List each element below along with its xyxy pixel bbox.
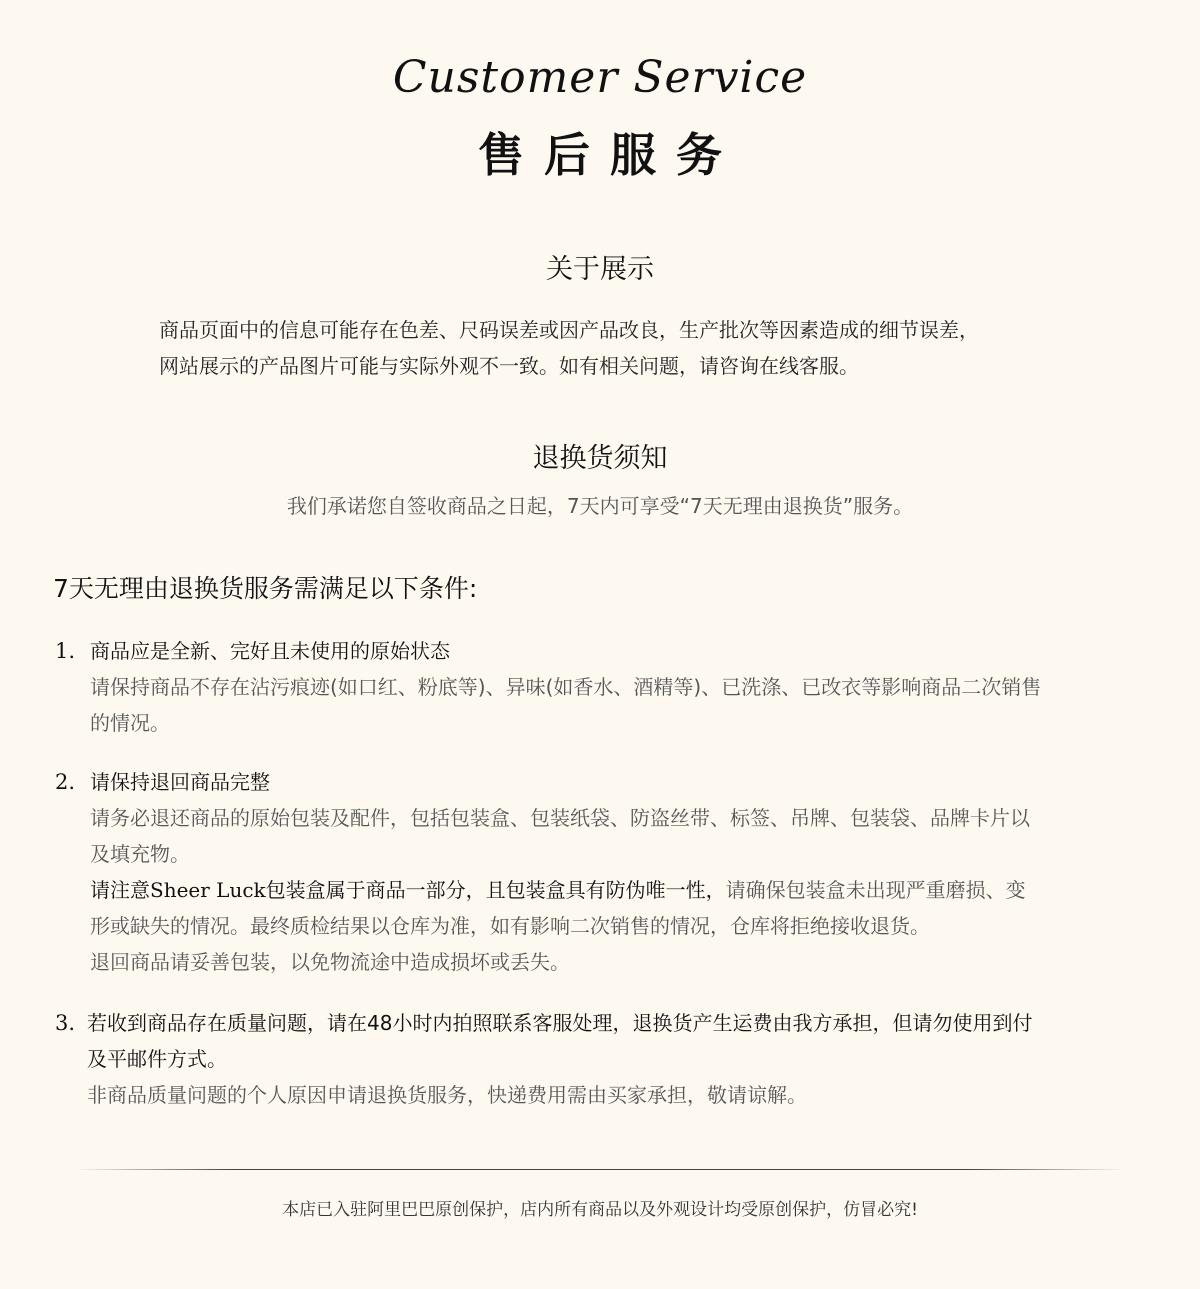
item-title-line: 若收到商品存在质量问题，请在48小时内拍照联系客服处理，退换货产生运费由我方承担，但请勿使用到付 <box>87 1011 1033 1035</box>
packaging-notice-rest: 请确保包装盒未出现严重磨损、变 <box>725 878 1026 902</box>
footer-note: 本店已入驻阿里巴巴原创保护，店内所有商品以及外观设计均受原创保护，仿冒必究! <box>282 1200 918 1220</box>
script-title: Customer Service <box>392 52 808 103</box>
conditions-heading: 7天无理由退换货服务需满足以下条件: <box>53 574 478 603</box>
item-body-line: 请保持商品不存在沾污痕迹(如口红、粉底等)、异味(如香水、酒精等)、已洗涤、已改衣等影响商品二次销售 <box>90 675 1042 699</box>
item-title: 请保持退回商品完整 <box>90 770 270 794</box>
condition-item-3 <box>55 1005 1135 1115</box>
item-title <box>87 1005 1132 1077</box>
item-body-line: 及填充物。 <box>90 842 190 866</box>
page-title: 售后服务 <box>478 128 742 182</box>
returns-section-title: 退换货须知 <box>532 443 668 474</box>
condition-item-1 <box>55 633 1135 743</box>
display-paragraph <box>159 312 979 384</box>
display-line: 网站展示的产品图片可能与实际外观不一致。如有相关问题，请咨询在线客服。 <box>159 354 859 378</box>
item-body-line: 请务必退还商品的原始包装及配件，包括包装盒、包装纸袋、防盗丝带、标签、吊牌、包装袋、品牌卡片以 <box>90 806 1030 830</box>
packaging-notice-emphasis: 请注意Sheer Luck包装盒属于商品一部分，且包装盒具有防伪唯一性， <box>90 878 726 902</box>
item-body <box>87 1077 1132 1113</box>
item-number: 3. <box>55 1011 76 1035</box>
item-number: 1. <box>55 639 76 663</box>
item-number: 2. <box>55 770 76 794</box>
item-body-line: 的情况。 <box>90 711 170 735</box>
condition-item-2 <box>55 764 1135 984</box>
item-title-line: 及平邮件方式。 <box>87 1047 227 1071</box>
display-section-title: 关于展示 <box>546 254 654 285</box>
item-body-line: 退回商品请妥善包装，以免物流途中造成损坏或丢失。 <box>90 950 570 974</box>
item-body <box>90 669 1135 741</box>
item-title: 商品应是全新、完好且未使用的原始状态 <box>90 639 450 663</box>
packaging-notice <box>90 872 1135 908</box>
item-body-line: 非商品质量问题的个人原因申请退换货服务，快递费用需由买家承担，敬请谅解。 <box>87 1083 807 1107</box>
footer-divider <box>75 1169 1125 1170</box>
item-body-line: 形或缺失的情况。最终质检结果以仓库为准，如有影响二次销售的情况，仓库将拒绝接收退货。 <box>90 914 930 938</box>
display-line: 商品页面中的信息可能存在色差、尺码误差或因产品改良，生产批次等因素造成的细节误差， <box>159 318 979 342</box>
returns-intro: 我们承诺您自签收商品之日起，7天内可享受“7天无理由退换货”服务。 <box>286 494 914 518</box>
item-body <box>90 800 1135 980</box>
